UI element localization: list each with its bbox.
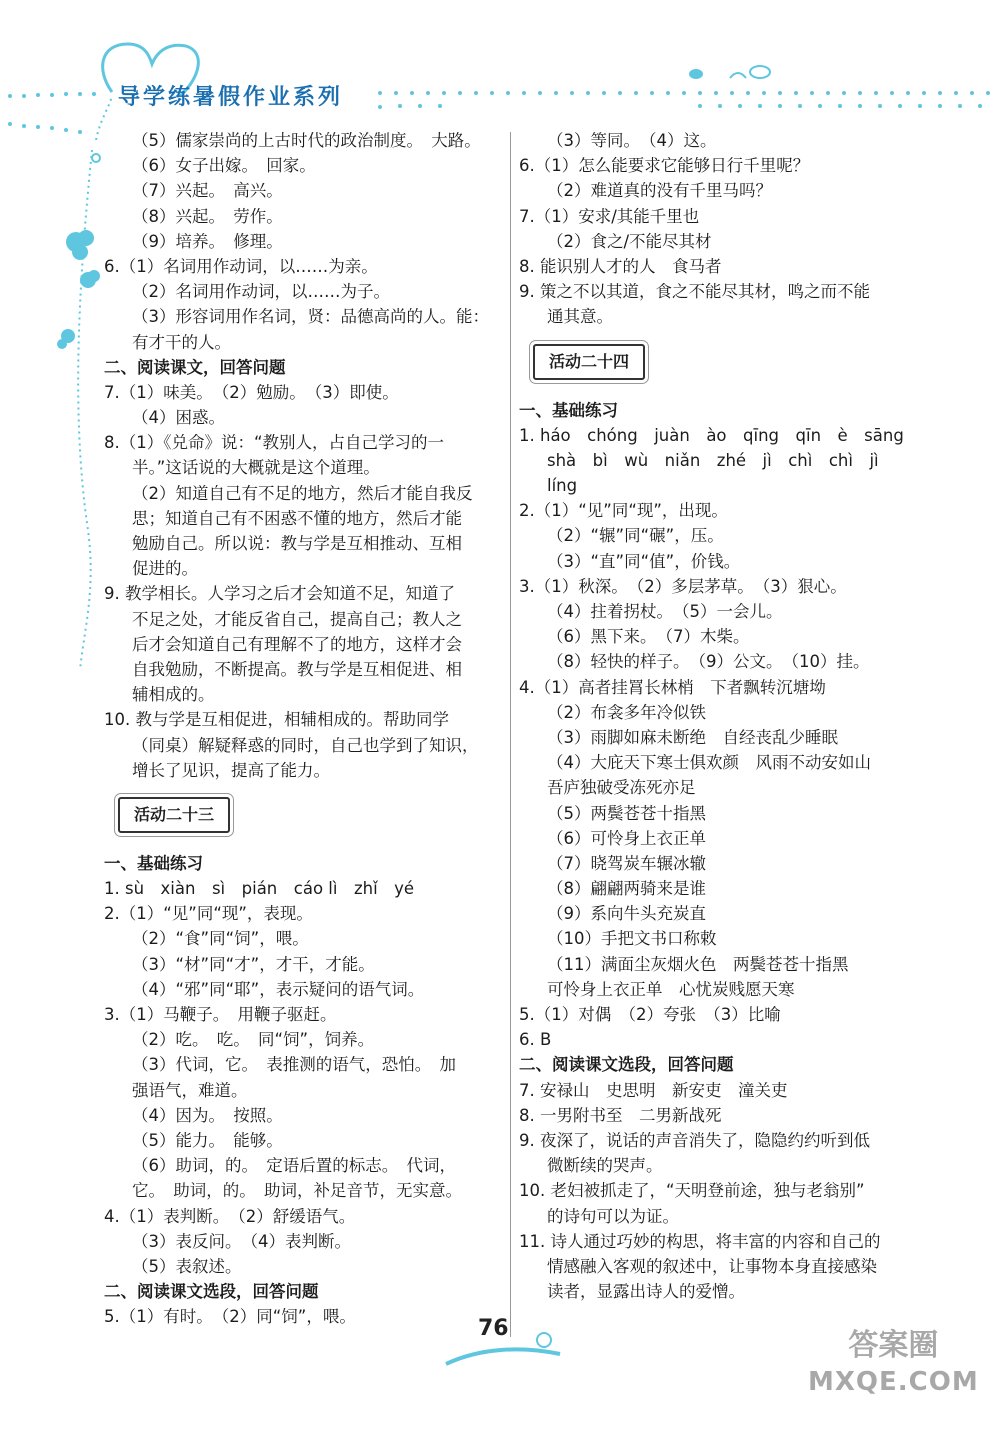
answer-line: （3）雨脚如麻未断绝 自经丧乱少睡眠 xyxy=(547,727,838,747)
flower-decoration-icon xyxy=(40,150,110,670)
answer-line: （2）名词用作动词，以……为子。 xyxy=(132,282,390,302)
answer-line: 4.（1）表判断。 （2）舒缓语气。 xyxy=(104,1206,356,1226)
watermark-url: MXQE.COM xyxy=(808,1367,979,1397)
answer-line: 有才干的人。 xyxy=(132,332,231,352)
header-decoration xyxy=(0,0,1000,140)
answer-line: 3.（1）马鞭子。 用鞭子驱赶。 xyxy=(104,1005,337,1024)
answer-line: 11. 诗人通过巧妙的构思，将丰富的内容和自己的 xyxy=(519,1231,881,1251)
answer-line: 5.（1）有时。 （2）同“饲”，喂。 xyxy=(104,1307,356,1327)
answer-line: （3）“材”同“才”，才干，才能。 xyxy=(132,954,375,974)
answer-line: （6）可怜身上衣正单 xyxy=(547,828,706,848)
answer-line: （5）儒家崇尚的上古时代的政治制度。 大路。 xyxy=(132,131,481,150)
page-number: 76 xyxy=(478,1316,509,1341)
answer-line: 6. B xyxy=(519,1030,552,1050)
right-column xyxy=(519,128,919,1304)
answer-line: （9）系向牛头充炭直 xyxy=(547,904,706,924)
answer-line: （2）难道真的没有千里马吗？ xyxy=(547,181,772,201)
answer-line: 情感融入客观的叙述中，让事物本身直接感染 xyxy=(547,1256,877,1276)
answer-line: 1. sù xiàn sì pián cáo lì zhǐ yé xyxy=(104,879,415,899)
answer-line: 自我勉励，不断提高。教与学是互相促进、相 xyxy=(132,659,462,679)
answer-line: 不足之处，才能反省自己，提高自己；教人之 xyxy=(132,609,462,629)
answer-line: 8.（1）《兑命》说：“教别人，占自己学习的一 xyxy=(104,433,445,453)
section-heading: 一、基础练习 xyxy=(104,853,203,873)
answer-line: 1. háo chóng juàn ào qīng qīn è sāng xyxy=(519,425,904,445)
page-header xyxy=(0,0,1000,140)
answer-line: （6）黑下来。 （7）木柴。 xyxy=(547,627,750,647)
answer-line: （10）手把文书口称敕 xyxy=(547,929,717,949)
answer-line: （2）知道自己有不足的地方，然后才能自我反 xyxy=(132,483,473,503)
activity-heading-wrap xyxy=(519,330,919,398)
column-divider xyxy=(510,132,511,1337)
answer-line: （6）女子出嫁。 回家。 xyxy=(132,156,316,176)
answer-line: 9. 策之不以其道，食之不能尽其材，鸣之而不能 xyxy=(519,282,870,302)
answer-line: （3）等同。 （4）这。 xyxy=(547,131,717,150)
answer-line: 通其意。 xyxy=(547,307,613,327)
answer-line: （8）兴起。 劳作。 xyxy=(132,206,283,226)
section-heading: 二、阅读课文，回答问题 xyxy=(104,357,286,377)
answer-line: （2）“食”同“饲”，喂。 xyxy=(132,929,309,949)
answer-line: （5）表叙述。 xyxy=(132,1256,242,1276)
activity-heading: 活动二十四 xyxy=(533,344,645,380)
answer-line: 6.（1）怎么能要求它能够日行千里呢？ xyxy=(519,156,810,176)
answer-line: shà bì wù niǎn zhé jì chì chì jì xyxy=(547,450,879,470)
answer-line: 9. 教学相长。人学习之后才会知道不足，知道了 xyxy=(104,584,455,604)
answer-line: （5）两鬓苍苍十指黑 xyxy=(547,803,706,823)
answer-line: 的诗句可以为证。 xyxy=(547,1206,679,1226)
answer-line: 后才会知道自己有理解不了的地方，这样才会 xyxy=(132,634,462,654)
answer-line: 思；知道自己有不困惑不懂的地方，然后才能 xyxy=(132,508,462,528)
answer-line: （3）“直”同“值”，价钱。 xyxy=(547,551,741,571)
answer-line: （2）食之/不能尽其材 xyxy=(547,231,712,251)
watermark xyxy=(808,1328,979,1400)
answer-line: （4）大庇天下寒士俱欢颜 风雨不动安如山 xyxy=(547,753,871,773)
answer-line: 3.（1）秋深。 （2）多层茅草。 （3）狠心。 xyxy=(519,576,847,596)
answer-line: 2.（1）“见”同“现”，表现。 xyxy=(104,904,313,924)
activity-heading-wrap xyxy=(104,783,504,851)
answer-line: 7.（1）安求/其能千里也 xyxy=(519,206,700,226)
answer-line: 4.（1）高者挂罥长林梢 下者飘转沉塘坳 xyxy=(519,677,826,697)
answer-line: 5.（1）对偶 （2）夸张 （3）比喻 xyxy=(519,1005,781,1024)
answer-line: 8. 一男附书至 二男新战死 xyxy=(519,1105,722,1125)
section-heading: 二、阅读课文选段，回答问题 xyxy=(519,1055,734,1075)
answer-line: 它。 助词，的。 助词，补足音节，无实意。 xyxy=(132,1181,462,1201)
activity-heading: 活动二十三 xyxy=(118,797,230,833)
answer-line: 勉励自己。所以说：教与学是互相推动、互相 xyxy=(132,534,462,553)
answer-line: （2）“辗”同“碾”，压。 xyxy=(547,526,724,546)
answer-line: （同桌）解疑释惑的同时，自己也学到了知识， xyxy=(132,735,479,755)
watermark-title: 答案圈 xyxy=(848,1328,939,1363)
answer-line: 7.（1）味美。 （2）勉励。 （3）即使。 xyxy=(104,382,399,402)
page-number-swoosh-icon xyxy=(440,1330,580,1370)
answer-line: 读者，显露出诗人的爱憎。 xyxy=(547,1282,745,1302)
answer-line: （2）吃。 吃。 同“饲”，饲养。 xyxy=(132,1030,375,1050)
answer-line: 微断续的哭声。 xyxy=(547,1156,663,1176)
answer-line: 9. 夜深了，说话的声音消失了，隐隐约约听到低 xyxy=(519,1130,870,1150)
answer-line: 2.（1）“见”同“现”，出现。 xyxy=(519,501,728,521)
answer-line: （6）助词，的。 定语后置的标志。 代词， xyxy=(132,1156,456,1176)
answer-line: 10. 教与学是互相促进，相辅相成的。帮助同学 xyxy=(104,710,449,730)
answer-line: 10. 老妇被抓走了，“天明登前途，独与老翁别” xyxy=(519,1181,865,1201)
answer-line: 促进的。 xyxy=(132,559,198,579)
answer-line: （3）表反问。 （4）表判断。 xyxy=(132,1231,351,1251)
answer-line: （3）代词，它。 表推测的语气，恐怕。 加 xyxy=(132,1055,456,1075)
answer-line: 辅相成的。 xyxy=(132,685,215,705)
answer-line: （5）能力。 能够。 xyxy=(132,1130,283,1150)
answer-line: 吾庐独破受冻死亦足 xyxy=(547,778,696,798)
answer-line: （7）兴起。 高兴。 xyxy=(132,181,283,201)
answer-line: 6.（1）名词用作动词，以……为亲。 xyxy=(104,256,378,276)
answer-line: （2）布衾多年冷似铁 xyxy=(547,702,706,722)
answer-line: 增长了见识，提高了能力。 xyxy=(132,760,330,780)
answer-line: （4）拄着拐杖。 （5）一会儿。 xyxy=(547,602,783,621)
answer-line: （9）培养。 修理。 xyxy=(132,231,283,251)
answer-line: 7. 安禄山 史思明 新安吏 潼关吏 xyxy=(519,1080,788,1100)
answer-line: （3）形容词用作名词，贤：品德高尚的人。能： xyxy=(132,307,489,327)
answer-line: 半。”这话说的大概就是这个道理。 xyxy=(132,458,380,478)
answer-line: （8）翩翩两骑来是谁 xyxy=(547,879,706,899)
answer-line: （4）困惑。 xyxy=(132,408,225,428)
answer-line: 8. 能识别人才的人 食马者 xyxy=(519,256,722,276)
section-heading: 二、阅读课文选段，回答问题 xyxy=(104,1282,319,1302)
series-title: 导学练暑假作业系列 xyxy=(118,85,344,110)
section-heading: 一、基础练习 xyxy=(519,400,618,420)
answer-line: （11）满面尘灰烟火色 两鬓苍苍十指黑 xyxy=(547,954,849,974)
answer-line: 可怜身上衣正单 心忧炭贱愿天寒 xyxy=(547,979,795,999)
answer-line: （8）轻快的样子。 （9）公文。 （10）挂。 xyxy=(547,652,870,672)
answer-line: （4）“邪”同“耶”，表示疑问的语气词。 xyxy=(132,979,425,999)
answer-line: líng xyxy=(547,476,578,496)
answer-line: （7）晓驾炭车辗冰辙 xyxy=(547,853,706,873)
answer-line: 强语气，难道。 xyxy=(132,1080,248,1100)
left-column xyxy=(104,128,504,1329)
answer-line: （4）因为。 按照。 xyxy=(132,1105,283,1125)
